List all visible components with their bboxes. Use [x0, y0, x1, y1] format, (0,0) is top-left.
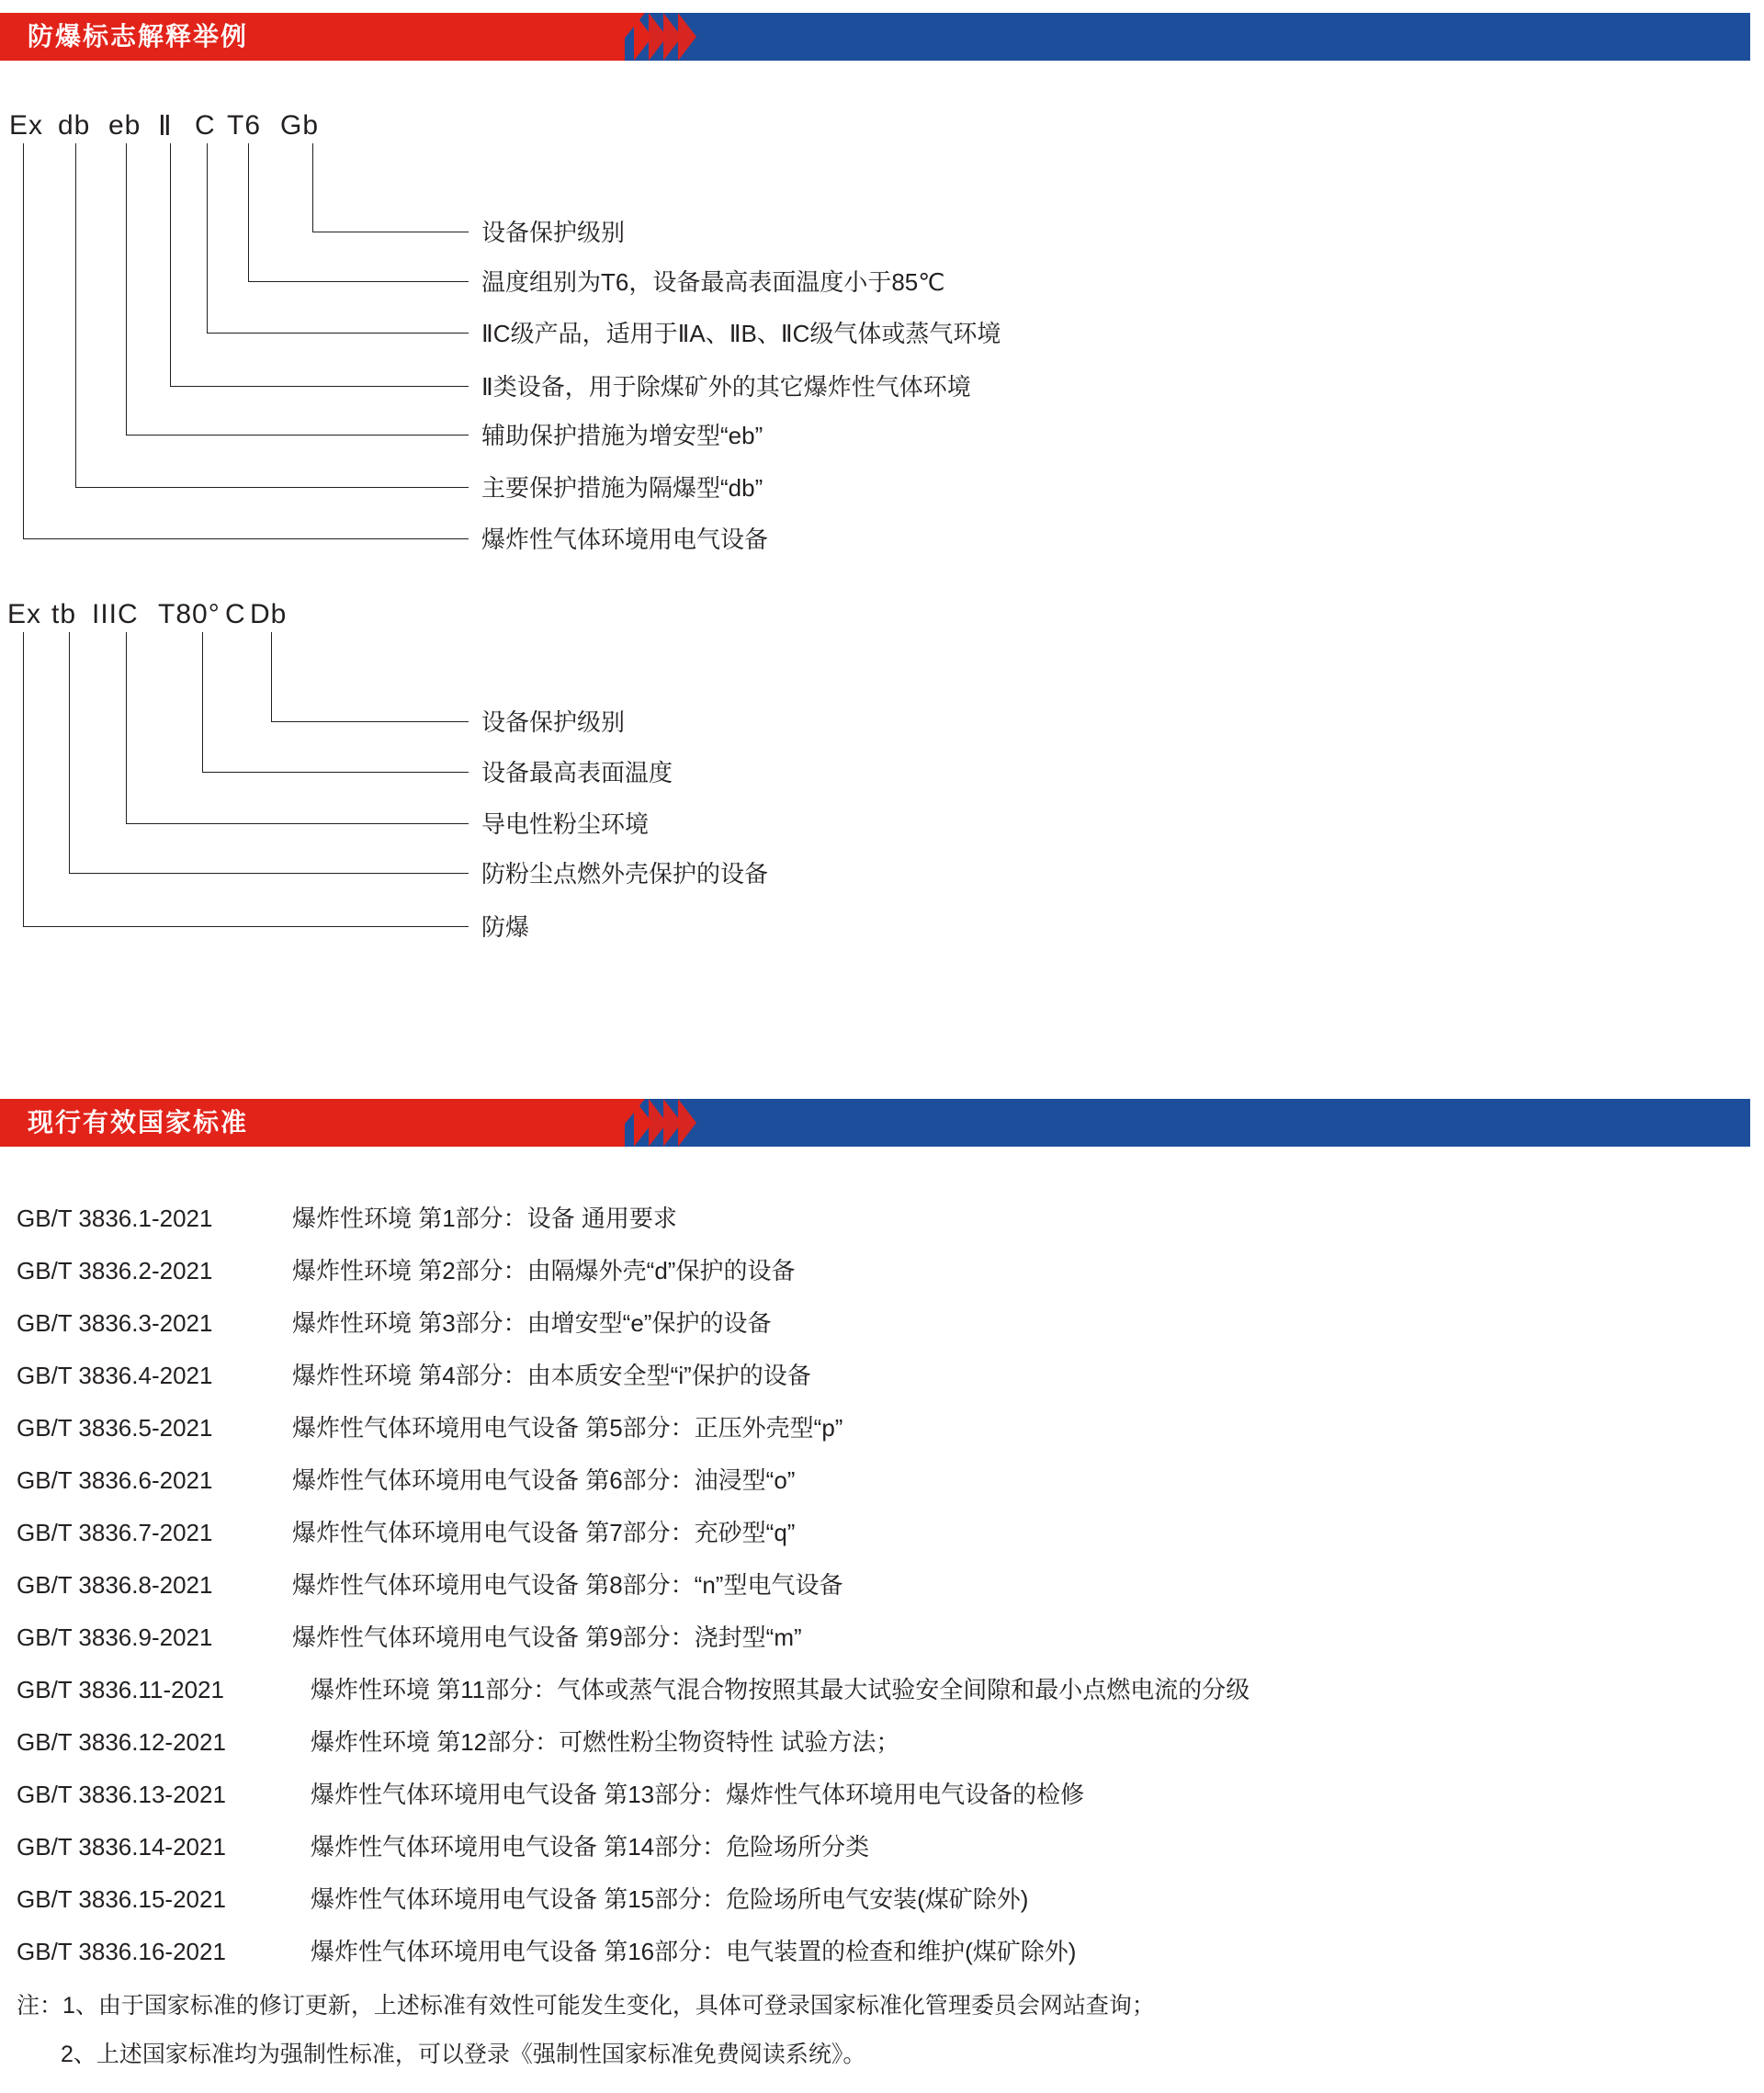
standard-name: 爆炸性气体环境用电气设备 第16部分：电气装置的检查和维护(煤矿除外) [311, 1938, 1077, 1965]
ex-code-part: T80° [158, 599, 220, 629]
standard-code: GB/T 3836.12-2021 [17, 1728, 226, 1756]
standard-code: GB/T 3836.13-2021 [17, 1781, 226, 1808]
leader-vline [312, 143, 313, 232]
standard-name: 爆炸性气体环境用电气设备 第9部分：浇封型“m” [292, 1623, 802, 1651]
standard-name: 爆炸性环境 第11部分：气体或蒸气混合物按照其最大试验安全间隙和最小点燃电流的分级 [311, 1676, 1250, 1703]
standard-name: 爆炸性气体环境用电气设备 第8部分：“n”型电气设备 [292, 1571, 843, 1599]
standard-row [17, 1357, 811, 1391]
standard-row [17, 1828, 869, 1862]
standard-name: 爆炸性气体环境用电气设备 第5部分：正压外壳型“p” [292, 1414, 843, 1442]
leader-vline [271, 632, 272, 721]
standard-row [17, 1305, 771, 1339]
standard-name: 爆炸性气体环境用电气设备 第15部分：危险场所电气安装(煤矿除外) [311, 1885, 1029, 1913]
leader-hline [126, 435, 469, 436]
leader-vline [207, 143, 208, 333]
leader-hline [170, 386, 469, 387]
standard-name: 爆炸性气体环境用电气设备 第7部分：充砂型“q” [292, 1519, 796, 1546]
standard-row [17, 1881, 1028, 1915]
chevron-icon [678, 13, 696, 61]
leader-hline [69, 873, 469, 874]
legend-text: 设备最高表面温度 [481, 759, 673, 786]
standard-row [17, 1776, 1084, 1810]
section-title: 防爆标志解释举例 [28, 22, 249, 51]
standard-code: GB/T 3836.16-2021 [17, 1938, 226, 1965]
leader-vline [126, 632, 127, 823]
standard-name: 爆炸性气体环境用电气设备 第14部分：危险场所分类 [311, 1833, 870, 1861]
standard-name: 爆炸性气体环境用电气设备 第6部分：油浸型“o” [292, 1466, 796, 1494]
legend-text: ⅡC级产品，适用于ⅡA、ⅡB、ⅡC级气体或蒸气环境 [481, 320, 1001, 347]
ex-code-part: Ex [9, 110, 44, 141]
leader-vline [23, 632, 24, 926]
ex-code-part: C [195, 110, 216, 141]
ex-code-part: db [58, 110, 91, 141]
ex-code-part: T6 [227, 110, 262, 141]
standard-code: GB/T 3836.4-2021 [17, 1362, 213, 1389]
standard-name: 爆炸性气体环境用电气设备 第13部分：爆炸性气体环境用电气设备的检修 [311, 1781, 1085, 1808]
leader-vline [170, 143, 171, 386]
leader-vline [69, 632, 70, 873]
legend-text: 防粉尘点燃外壳保护的设备 [481, 860, 769, 888]
standard-row [17, 1200, 677, 1234]
leader-vline [202, 632, 203, 772]
note-line: 2、上述国家标准均为强制性标准，可以登录《强制性国家标准免费阅读系统》。 [61, 2042, 866, 2067]
legend-text: 设备保护级别 [481, 219, 626, 246]
leader-hline [248, 281, 469, 282]
standard-name: 爆炸性环境 第4部分：由本质安全型“i”保护的设备 [292, 1362, 811, 1389]
ex-code-part: Ⅱ [158, 111, 173, 141]
section-header-standards [0, 1099, 1750, 1147]
standard-code: GB/T 3836.8-2021 [17, 1571, 213, 1599]
ex-code-part: tb [51, 599, 77, 629]
section-header-marking [0, 13, 1750, 61]
standard-name: 爆炸性环境 第1部分：设备 通用要求 [292, 1205, 677, 1232]
standard-code: GB/T 3836.14-2021 [17, 1833, 226, 1861]
legend-text: 温度组别为T6，设备最高表面温度小于85℃ [481, 268, 945, 296]
legend-text: Ⅱ类设备，用于除煤矿外的其它爆炸性气体环境 [481, 373, 971, 401]
standard-row [17, 1619, 802, 1653]
standard-name: 爆炸性环境 第2部分：由隔爆外壳“d”保护的设备 [292, 1257, 796, 1284]
standard-row [17, 1514, 795, 1548]
legend-text: 设备保护级别 [481, 708, 626, 736]
leader-hline [271, 721, 469, 722]
standard-row [17, 1252, 795, 1286]
legend-text: 辅助保护措施为增安型“eb” [481, 422, 763, 449]
standard-code: GB/T 3836.5-2021 [17, 1414, 213, 1442]
legend-text: 防爆 [481, 913, 530, 941]
legend-text: 主要保护措施为隔爆型“db” [481, 474, 763, 502]
leader-hline [202, 772, 469, 773]
standard-code: GB/T 3836.15-2021 [17, 1885, 226, 1913]
standard-code: GB/T 3836.7-2021 [17, 1519, 213, 1546]
leader-hline [75, 487, 469, 488]
standard-name: 爆炸性环境 第3部分：由增安型“e”保护的设备 [292, 1309, 772, 1337]
standard-row [17, 1462, 795, 1496]
ex-code-part: Ex [7, 599, 42, 629]
ex-code-part: IIIC [92, 599, 139, 629]
section-title: 现行有效国家标准 [28, 1108, 249, 1137]
standard-row [17, 1724, 899, 1758]
banner-chevron-group [634, 13, 693, 61]
standard-code: GB/T 3836.9-2021 [17, 1623, 213, 1651]
standard-code: GB/T 3836.3-2021 [17, 1309, 213, 1337]
legend-text: 导电性粉尘环境 [481, 810, 650, 838]
standard-row [17, 1567, 842, 1601]
standard-row [17, 1409, 842, 1443]
standard-code: GB/T 3836.2-2021 [17, 1257, 213, 1284]
standard-code: GB/T 3836.11-2021 [17, 1676, 224, 1703]
chevron-icon [678, 1099, 696, 1147]
ex-code-part: Gb [280, 110, 320, 141]
leader-vline [23, 143, 24, 538]
standard-code: GB/T 3836.6-2021 [17, 1466, 213, 1494]
legend-text: 爆炸性气体环境用电气设备 [481, 526, 769, 553]
standard-name: 爆炸性环境 第12部分：可燃性粉尘物资特性 试验方法； [311, 1728, 900, 1756]
leader-hline [23, 538, 469, 539]
leader-vline [126, 143, 127, 435]
note-line: 注：1、由于国家标准的修订更新，上述标准有效性可能发生变化，具体可登录国家标准化管理委员会网站查询； [17, 1993, 1155, 2019]
standard-row [17, 1671, 1250, 1705]
leader-hline [23, 926, 469, 927]
banner-chevron-group [634, 1099, 693, 1147]
ex-code-part: Db [250, 599, 288, 629]
ex-code-part: eb [108, 110, 141, 141]
ex-code-part: C [225, 599, 246, 629]
leader-vline [248, 143, 249, 281]
standard-code: GB/T 3836.1-2021 [17, 1205, 213, 1232]
leader-hline [126, 823, 469, 824]
leader-hline [207, 333, 469, 334]
standard-row [17, 1933, 1076, 1967]
leader-vline [75, 143, 76, 487]
